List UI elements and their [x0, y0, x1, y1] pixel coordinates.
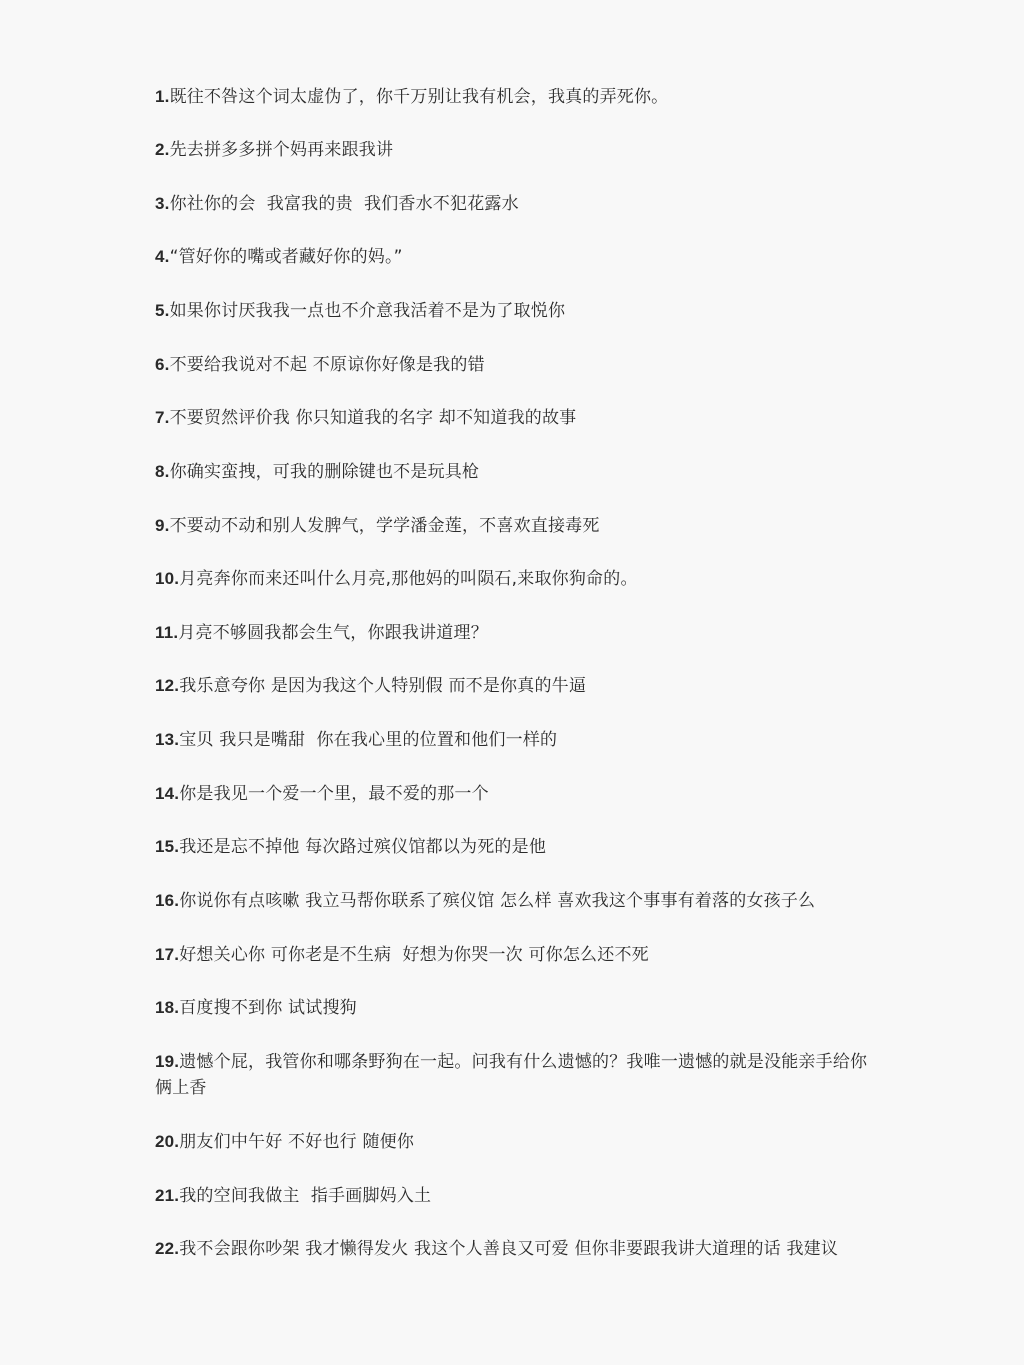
list-item [155, 298, 875, 324]
item-text: 不要贸然评价我 你只知道我的名字 却不知道我的故事 [169, 408, 577, 428]
item-text: 我不会跟你吵架 我才懒得发火 我这个人善良又可爱 但你非要跟我讲大道理的话 我建议 [179, 1239, 839, 1259]
list-item [155, 459, 875, 485]
item-number: 11. [155, 623, 179, 642]
item-text: 你说你有点咳嗽 我立马帮你联系了殡仪馆 怎么样 喜欢我这个事事有着落的女孩子么 [179, 891, 816, 911]
item-number: 17. [155, 945, 180, 964]
list-item [155, 352, 875, 378]
list-item [155, 84, 875, 110]
item-number: 16. [155, 891, 180, 910]
list-item [155, 942, 875, 968]
item-text: 你是我见一个爱一个里，最不爱的那一个 [179, 784, 489, 804]
list-item [155, 1129, 875, 1155]
item-number: 6. [155, 355, 170, 374]
item-number: 2. [155, 140, 170, 159]
list-item [155, 995, 875, 1021]
item-number: 7. [155, 408, 170, 427]
item-number: 3. [155, 194, 170, 213]
list-item [155, 781, 875, 807]
item-text: 你社你的会 我富我的贵 我们香水不犯花露水 [169, 194, 519, 214]
item-number: 14. [155, 784, 180, 803]
item-text: 朋友们中午好 不好也行 随便你 [179, 1132, 415, 1152]
item-number: 15. [155, 837, 180, 856]
item-number: 12. [155, 676, 180, 695]
item-number: 4. [155, 247, 170, 266]
item-number: 13. [155, 730, 180, 749]
item-number: 1. [155, 87, 170, 106]
item-text: 宝贝 我只是嘴甜 你在我心里的位置和他们一样的 [179, 730, 558, 750]
item-number: 22. [155, 1239, 180, 1258]
item-number: 20. [155, 1132, 180, 1151]
list-item [155, 1183, 875, 1209]
item-text: “管好你的嘴或者藏好你的妈。” [169, 247, 403, 267]
item-text: 我还是忘不掉他 每次路过殡仪馆都以为死的是他 [179, 837, 547, 857]
list-item [155, 566, 875, 592]
item-text: 先去拼多多拼个妈再来跟我讲 [169, 140, 394, 160]
item-text: 不要给我说对不起 不原谅你好像是我的错 [169, 355, 485, 375]
item-text: 遗憾个屁，我管你和哪条野狗在一起。问我有什么遗憾的？我唯一遗憾的就是没能亲手给你俩上香 [155, 1052, 868, 1098]
item-text: 既往不咎这个词太虚伪了，你千万别让我有机会，我真的弄死你。 [169, 87, 669, 107]
list-item [155, 513, 875, 539]
item-number: 18. [155, 998, 180, 1017]
list-item [155, 888, 875, 914]
item-text: 不要动不动和别人发脾气，学学潘金莲，不喜欢直接毒死 [169, 516, 600, 536]
item-number: 21. [155, 1186, 180, 1205]
item-text: 我乐意夸你 是因为我这个人特别假 而不是你真的牛逼 [179, 676, 587, 696]
item-text: 月亮奔你而来还叫什么月亮,那他妈的叫陨石,来取你狗命的。 [179, 569, 638, 589]
item-number: 9. [155, 516, 170, 535]
item-text: 百度搜不到你 试试搜狗 [179, 998, 357, 1018]
list-item [155, 405, 875, 431]
item-number: 8. [155, 462, 170, 481]
item-text: 好想关心你 可你老是不生病 好想为你哭一次 可你怎么还不死 [179, 945, 649, 965]
item-number: 19. [155, 1052, 180, 1071]
list-item [155, 1049, 875, 1101]
item-number: 5. [155, 301, 170, 320]
item-text: 你确实蛮拽，可我的删除键也不是玩具枪 [169, 462, 480, 482]
list-item [155, 137, 875, 163]
item-text: 我的空间我做主 指手画脚妈入土 [179, 1186, 432, 1206]
list-item [155, 620, 875, 646]
list-item [155, 727, 875, 753]
list-item [155, 673, 875, 699]
list-item [155, 191, 875, 217]
item-number: 10. [155, 569, 180, 588]
item-text: 月亮不够圆我都会生气，你跟我讲道理？ [178, 623, 488, 643]
list-item [155, 834, 875, 860]
item-text: 如果你讨厌我我一点也不介意我活着不是为了取悦你 [169, 301, 566, 321]
list-item [155, 244, 875, 270]
list-item [155, 1236, 875, 1262]
